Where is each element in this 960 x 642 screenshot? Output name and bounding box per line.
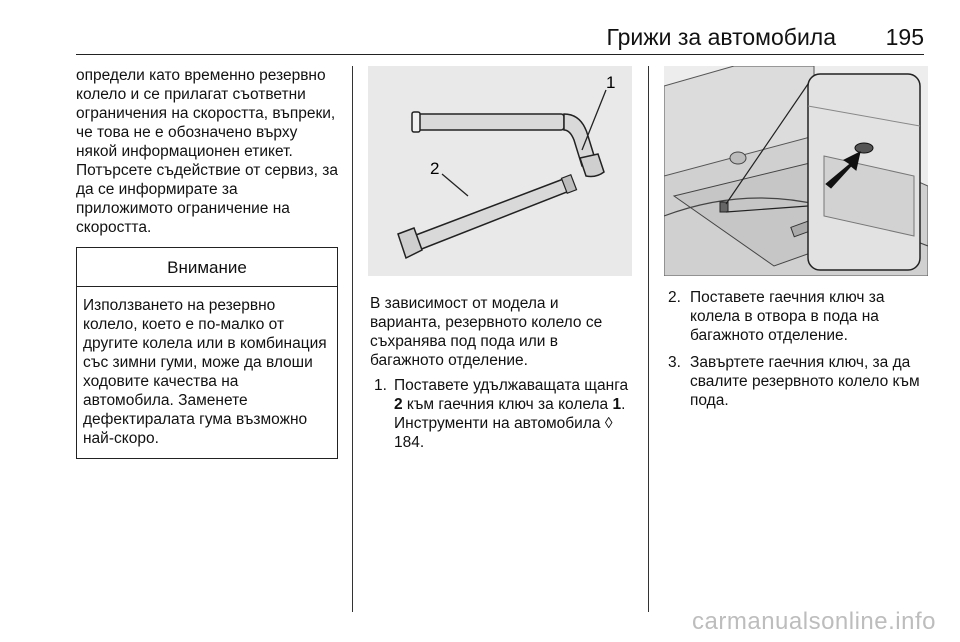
- callout-line-2: [442, 174, 468, 196]
- luggage-compartment-illustration: [664, 66, 928, 276]
- wrench-end-cap: [412, 112, 420, 132]
- callout-line-1: [582, 90, 606, 150]
- step-text: Поставете гаечния ключ за колела в отвора в пода на багажното отделение.: [690, 289, 885, 344]
- step-1: [370, 376, 632, 452]
- steps-list-2: [668, 288, 930, 410]
- page-number: 195: [885, 24, 924, 50]
- step-number: 3.: [668, 354, 681, 371]
- extension-socket: [398, 228, 422, 258]
- callout-2: 2: [430, 159, 440, 178]
- column-divider-2: [648, 66, 649, 612]
- steps-list-1: [370, 376, 632, 452]
- column-3: [668, 288, 930, 418]
- tie-ring: [730, 152, 746, 164]
- warning-box: [76, 247, 338, 459]
- column-2: [370, 294, 632, 460]
- page-ref-icon: ◊: [604, 415, 613, 432]
- column-1: [76, 66, 338, 459]
- callout-1: 1: [606, 73, 616, 92]
- step-number: 2.: [668, 289, 681, 306]
- luggage-drawing: [664, 66, 928, 276]
- wrench-socket: [580, 154, 604, 177]
- step-text: Поставете удължаващата щанга: [394, 377, 629, 394]
- page-header: [76, 20, 924, 55]
- extension-bar: [408, 178, 572, 252]
- warning-heading: Внимание: [77, 248, 337, 287]
- spare-wheel-intro: В зависимост от модела и варианта, резервното колело се съхранява под пода или в багажното отделение.: [370, 295, 603, 369]
- wrench-ref: 1: [612, 396, 622, 413]
- chapter-title: Грижи за автомобила: [606, 24, 836, 50]
- step-number: 1.: [374, 377, 387, 394]
- column-divider-1: [352, 66, 353, 612]
- inset-hole: [855, 143, 873, 153]
- step-2: [668, 288, 930, 345]
- page-ref-text: 184.: [394, 434, 425, 451]
- step-text: към гаечния ключ за колела: [402, 396, 613, 413]
- watermark: carmanualsonline.info: [692, 608, 936, 635]
- wrench-illustration: [368, 66, 632, 276]
- wrench-drawing: [368, 66, 632, 276]
- wrench-bar: [414, 114, 564, 130]
- step-text: . Инструменти на автомобила: [394, 396, 626, 432]
- speed-limit-paragraph: определи като временно резервно колело и се прилагат съответни ограничения на скоростта, въпреки, че това не е обозначено върху някой информационен етикет. Потърсете съдействие от сервиз, за да се информирате за приложимото ограничение на скоростта.: [76, 67, 338, 236]
- step-text: Завъртете гаечния ключ, за да свалите резервното колело към пода.: [690, 354, 920, 409]
- step-3: [668, 353, 930, 410]
- extension-ref: 2: [394, 396, 403, 413]
- warning-body: Използването на резервно колело, което е по-малко от другите колела или в комбинация със зимни гуми, може да влоши ходовите качества на автомобила. Заменете дефектиралата гума възможно най-скоро.: [83, 297, 327, 447]
